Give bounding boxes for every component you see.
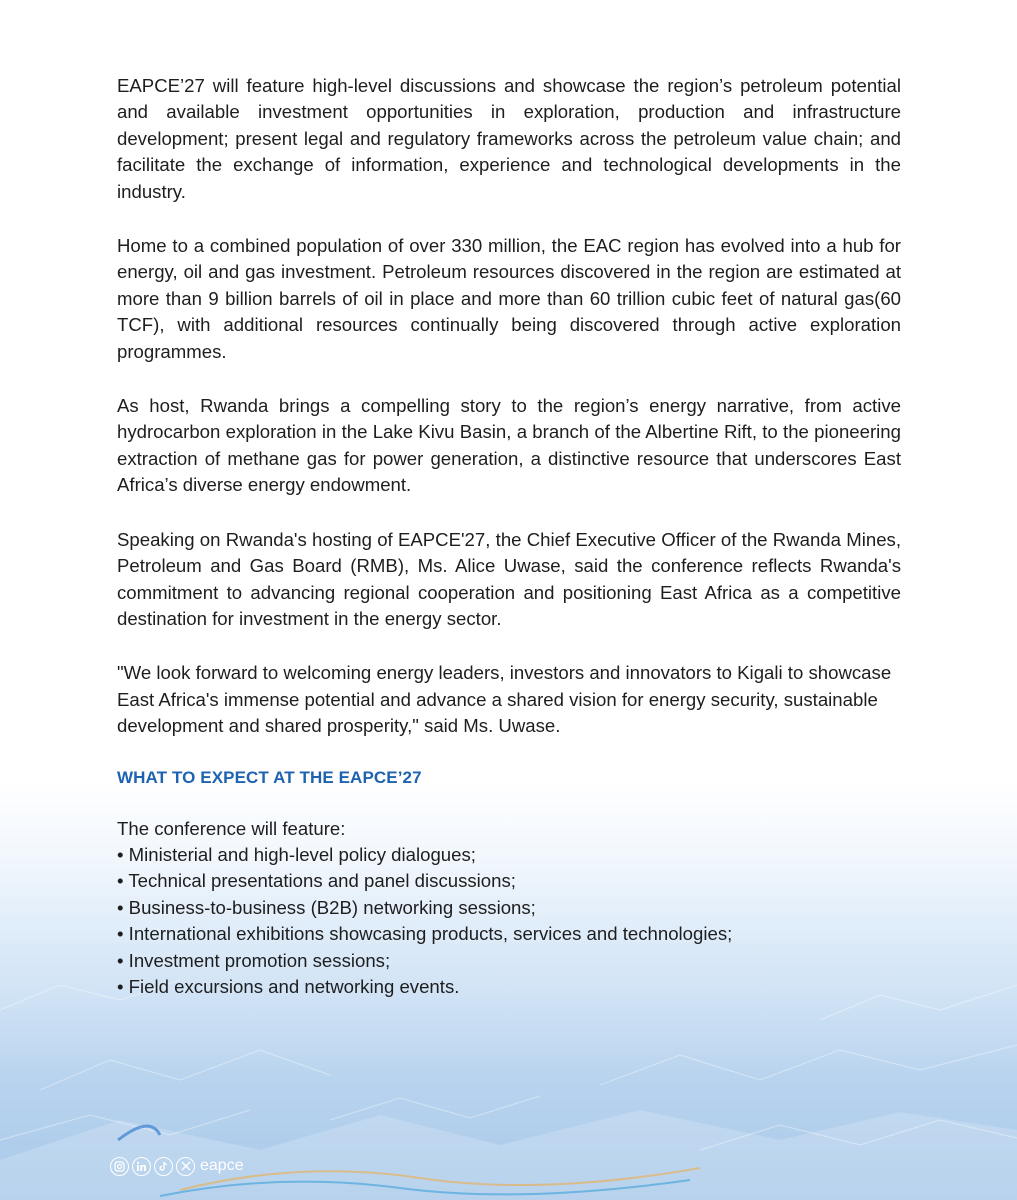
list-item: • Investment promotion sessions; (117, 949, 391, 971)
tiktok-icon[interactable] (154, 1157, 173, 1176)
list-item: • Technical presentations and panel discussions; (117, 870, 516, 892)
list-item: • Ministerial and high-level policy dialogues; (117, 843, 476, 865)
paragraph-quote: "We look forward to welcoming energy leaders, investors and innovators to Kigali to showcase East Africa's immense potential and advance a shared vision for energy security, sustainable development and shared prosperity," said Ms. Uwase. (117, 662, 892, 737)
paragraph-region: Home to a combined population of over 330 million, the EAC region has evolved into a hub for energy, oil and gas investment. Petroleum resources discovered in the region are estimated at more than 9 billion barrels of oil in place and more than 60 trillion cubic feet of natural gas(60 TCF), with additional resources continually being discovered through active exploration programmes. (117, 235, 901, 362)
paragraph-ceo-statement: Speaking on Rwanda's hosting of EAPCE'27, the Chief Executive Officer of the Rwanda Mines, Petroleum and Gas Board (RMB), Ms. Alice Uwase, said the conference reflects Rwanda's commitment to advancing regional cooperation and positioning East Africa as a competitive destination for investment in the energy sector. (117, 528, 901, 629)
x-icon[interactable] (176, 1157, 195, 1176)
section-heading: WHAT TO EXPECT AT THE EAPCE’27 (117, 767, 422, 787)
list-item: • Field excursions and networking events. (117, 975, 460, 997)
list-item: • Business-to-business (B2B) networking sessions; (117, 896, 536, 918)
instagram-icon[interactable] (110, 1157, 129, 1176)
list-item: • International exhibitions showcasing products, services and technologies; (117, 923, 733, 945)
social-footer (110, 1154, 244, 1178)
section-intro: The conference will feature: (117, 817, 346, 839)
linkedin-icon[interactable] (132, 1157, 151, 1176)
paragraph-overview: EAPCE’27 will feature high-level discussions and showcase the region’s petroleum potential and available investment opportunities in exploration, production and infrastructure development; present legal and regulatory frameworks across the petroleum value chain; and facilitate the exchange of information, experience and technological developments in the industry. (117, 75, 901, 202)
feature-list (117, 842, 901, 1000)
social-handle: eapce (200, 1157, 244, 1174)
article-body (117, 73, 901, 1000)
paragraph-rwanda-host: As host, Rwanda brings a compelling story to the region’s energy narrative, from active hydrocarbon exploration in the Lake Kivu Basin, a branch of the Albertine Rift, to the pioneering extraction of methane gas for power generation, a distinctive resource that underscores East Africa’s diverse energy endowment. (117, 395, 901, 496)
